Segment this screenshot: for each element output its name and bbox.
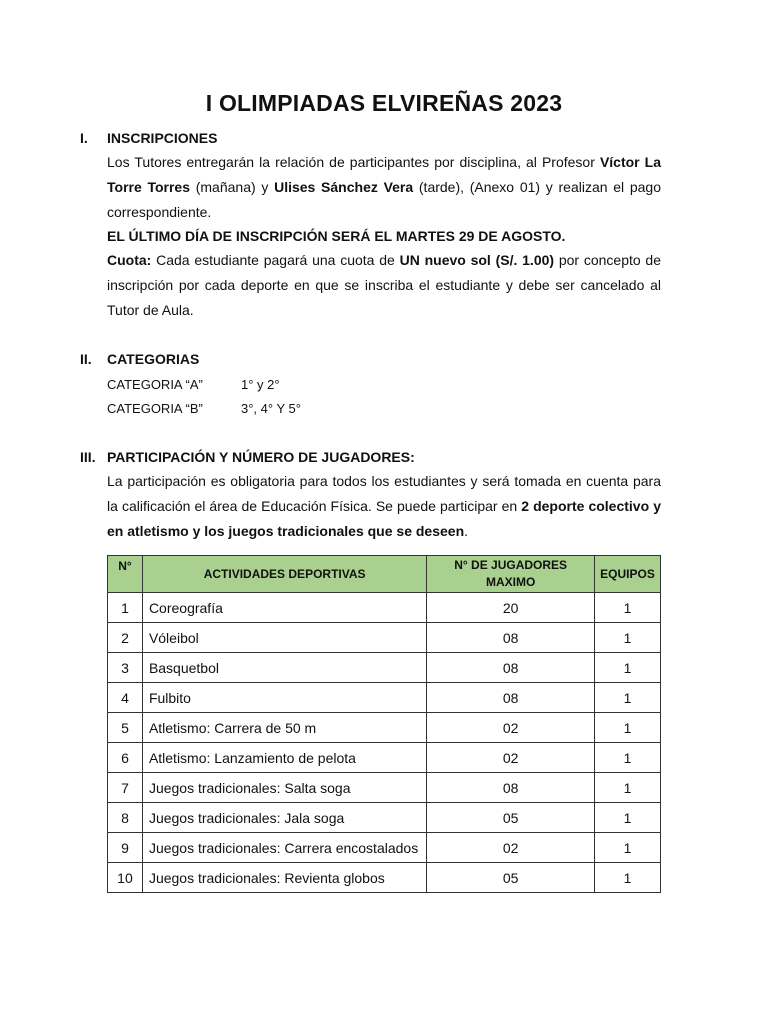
row-num: 9 (108, 833, 143, 863)
p3-bold: 2 deporte colectivo y en atletismo y los juegos tradicionales que se deseen (107, 498, 661, 539)
document-title: I OLIMPIADAS ELVIREÑAS 2023 (205, 90, 563, 116)
fee-text-2: por concepto de inscripción por cada deporte en que se inscriba el estudiante y debe ser cancelado al Tutor de Aula. (107, 252, 662, 318)
table-row (108, 653, 661, 683)
section-1-number: I. (80, 130, 88, 146)
row-teams: 1 (595, 593, 661, 623)
row-players: 20 (427, 593, 595, 623)
p1-text-3: (tarde), (Anexo 01) y realizan el pago correspondiente. (107, 179, 661, 220)
row-activity: Vóleibol (142, 623, 426, 653)
row-players: 02 (427, 743, 595, 773)
section-2-heading: CATEGORIAS (107, 351, 200, 367)
row-activity: Juegos tradicionales: Carrera encostalados (142, 833, 426, 863)
table-row (108, 683, 661, 713)
row-players: 02 (427, 713, 595, 743)
row-players: 08 (427, 653, 595, 683)
row-players: 08 (427, 773, 595, 803)
section-1-heading: INSCRIPCIONES (107, 130, 218, 146)
row-players: 05 (427, 863, 595, 893)
deadline-text: EL ÚLTIMO DÍA DE INSCRIPCIÓN SERÁ EL MARTES 29 DE AGOSTO. (107, 228, 566, 244)
row-activity: Juegos tradicionales: Revienta globos (142, 863, 426, 893)
row-activity: Juegos tradicionales: Salta soga (142, 773, 426, 803)
row-players: 02 (427, 833, 595, 863)
header-num: N° (108, 556, 143, 593)
p3-text-2: . (464, 523, 469, 539)
category-a-grades: 1° y 2° (241, 377, 280, 392)
row-activity: Fulbito (142, 683, 426, 713)
row-activity: Basquetbol (142, 653, 426, 683)
p3-text-1: La participación es obligatoria para todos los estudiantes y será tomada en cuenta para la calificación el área de Educación Física. Se puede participar en (107, 473, 661, 514)
sports-table (107, 555, 661, 893)
row-num: 7 (108, 773, 143, 803)
row-teams: 1 (595, 743, 661, 773)
row-teams: 1 (595, 623, 661, 653)
row-teams: 1 (595, 803, 661, 833)
category-row-b (107, 401, 301, 416)
row-num: 10 (108, 863, 143, 893)
table-row (108, 773, 661, 803)
header-activity: ACTIVIDADES DEPORTIVAS (142, 556, 426, 593)
header-players: N° DE JUGADORES MAXIMO (427, 556, 595, 593)
row-teams: 1 (595, 863, 661, 893)
teacher-name-2: Ulises Sánchez Vera (274, 179, 414, 195)
table-row (108, 743, 661, 773)
category-b-grades: 3°, 4° Y 5° (241, 401, 301, 416)
fee-text-1: Cada estudiante pagará una cuota de (151, 252, 400, 268)
table-row (108, 863, 661, 893)
table-header-row (108, 556, 661, 593)
row-teams: 1 (595, 773, 661, 803)
table-row (108, 623, 661, 653)
table-row (108, 593, 661, 623)
category-row-a (107, 377, 280, 392)
row-teams: 1 (595, 683, 661, 713)
table-row (108, 713, 661, 743)
fee-paragraph (107, 248, 661, 323)
row-players: 08 (427, 623, 595, 653)
row-num: 3 (108, 653, 143, 683)
row-players: 05 (427, 803, 595, 833)
row-activity: Atletismo: Lanzamiento de pelota (142, 743, 426, 773)
row-num: 8 (108, 803, 143, 833)
row-players: 08 (427, 683, 595, 713)
table-row (108, 833, 661, 863)
section-3-heading: PARTICIPACIÓN Y NÚMERO DE JUGADORES: (107, 449, 415, 465)
row-num: 5 (108, 713, 143, 743)
section-2-number: II. (80, 351, 92, 367)
row-num: 1 (108, 593, 143, 623)
row-num: 6 (108, 743, 143, 773)
p1-text-1: Los Tutores entregarán la relación de participantes por disciplina, al Profesor (107, 154, 600, 170)
p1-text-2: (mañana) y (190, 179, 275, 195)
teacher-name-1: Víctor La Torre Torres (107, 154, 662, 195)
row-num: 4 (108, 683, 143, 713)
section-1-paragraph (107, 150, 661, 225)
row-teams: 1 (595, 653, 661, 683)
row-num: 2 (108, 623, 143, 653)
row-teams: 1 (595, 713, 661, 743)
row-activity: Atletismo: Carrera de 50 m (142, 713, 426, 743)
section-3-number: III. (80, 449, 96, 465)
header-teams: EQUIPOS (595, 556, 661, 593)
deadline-notice (107, 224, 661, 249)
category-a-name: CATEGORIA “A” (107, 377, 203, 392)
table-row (108, 803, 661, 833)
category-b-name: CATEGORIA “B” (107, 401, 203, 416)
section-3-paragraph (107, 469, 661, 544)
row-teams: 1 (595, 833, 661, 863)
row-activity: Coreografía (142, 593, 426, 623)
fee-label: Cuota: (107, 252, 152, 268)
row-activity: Juegos tradicionales: Jala soga (142, 803, 426, 833)
fee-amount: UN nuevo sol (S/. 1.00) (399, 252, 555, 268)
